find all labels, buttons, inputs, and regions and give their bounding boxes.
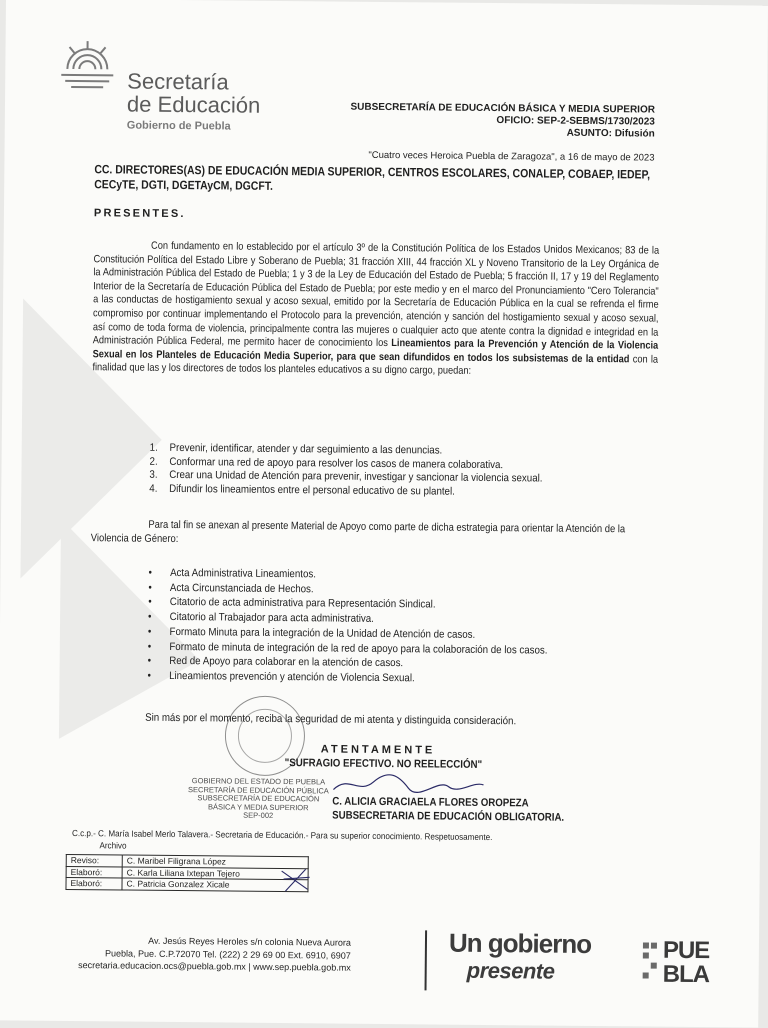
- list-item: 3. Crear una Unidad de Atención para prevenir, investigar y sancionar la violencia sexual.: [149, 469, 542, 486]
- puebla-logo-icon: PUE BLA: [641, 934, 718, 991]
- list-item: 2. Conformar una red de apoyo para resolver los casos de manera colaborativa.: [150, 455, 543, 472]
- signer-name: C. ALICIA GRACIAELA FLORES OROPEZA: [332, 795, 564, 811]
- atentamente-label: ATENTAMENTE: [321, 743, 436, 756]
- institution-stamp: GOBIERNO DEL ESTADO DE PUEBLA SECRETARÍA DE EDUCACIÓN PÚBLICA SUBSECRETARÍA DE EDUCACIÓN BÁSICA Y MEDIA SUPERIOR SEP-002: [178, 777, 338, 821]
- review-table: [65, 854, 308, 892]
- sufragio-motto: "SUFRAGIO EFECTIVO. NO REELECCIÓN": [285, 757, 483, 771]
- signer-title: SUBSECRETARIA DE EDUCACIÓN OBLIGATORIA.: [332, 809, 564, 825]
- subsecretaria-label: SUBSECRETARÍA DE EDUCACIÓN BÁSICA Y MEDIA SUPERIOR: [345, 102, 655, 117]
- list-item: 1. Prevenir, identificar, atender y dar seguimiento a las denuncias.: [150, 442, 543, 459]
- table-row: Elaboró: C. Patricia Gonzalez Xicale: [66, 877, 308, 891]
- list-item: • Citatorio de acta administrativa para Representación Sindical.: [148, 595, 548, 614]
- annex-intro: Para tal fin se anexan al presente Material de Apoyo como parte de dicha estrategia para orientar la Atención de la Violencia de Género:: [91, 517, 657, 550]
- slogan-line1: Un gobierno: [449, 928, 591, 960]
- footer-address: Av. Jesús Reyes Heroles s/n colonia Nueva Aurora Puebla, Pue. C.P.72070 Tel. (222) 2 29 69 00 Ext. 6910, 6907 secretaria.educacion.ocs@puebla.gob.mx | www.sep.puebla.gob.mx: [57, 934, 351, 974]
- signer-block: [332, 795, 564, 825]
- list-item: • Formato Minuta para la integración de la Unidad de Atención de casos.: [148, 625, 548, 644]
- list-item: 4. Difundir los lineamientos entre el personal educativo de su plantel.: [149, 482, 542, 499]
- recipient: CC. DIRECTORES(AS) DE EDUCACIÓN MEDIA SUPERIOR, CENTROS ESCOLARES, CONALEP, COBAEP, IEDEP, CECyTE, DGTI, DGETAyCM, DGCFT.: [94, 162, 677, 198]
- body-bold-span: Lineamientos para la Prevención y Atención de la Violencia Sexual en los Planteles de Educación Media Superior, para que sean difundidos en todos los subsistemas de la entidad: [93, 337, 659, 365]
- list-item: • Red de Apoyo para colaborar en la atención de casos.: [148, 654, 548, 673]
- list-item: • Lineamientos prevención y atención de Violencia Sexual.: [147, 669, 547, 688]
- initials-mark-icon: [277, 865, 313, 893]
- numbered-list: [149, 442, 543, 500]
- list-item: • Formato de minuta de integración de la red de apoyo para la colaboración de los casos.: [148, 639, 548, 658]
- place-date: "Cuatro veces Heroica Puebla de Zaragoza", a 16 de mayo de 2023: [324, 149, 654, 163]
- bullet-list: [147, 566, 548, 687]
- body-paragraph: Con fundamento en lo establecido por el artículo 3º de la Constitución Política de los Estados Unidos Mexicanos; 83 de la Constitución Política del Estado Libre y Soberano de Puebla; 31 fracción XIII, 44 fracción XL y Noveno Transitorio de la Ley Orgánica de la Administración Pública del Estado de Puebla; 1 y 3 de la Ley de Educación del Estado de Puebla; 5 fracción II, 17 y 19 del Reglamento Interior de la Secretaría de Educación Pública del Estado de Puebla; por este medio y en el marco del Pronunciamiento "Cero Tolerancia" a las conductas de hostigamiento sexual y acoso sexual, emitido por la Secretaría de Educación Pública en la cual se refrenda el firme compromiso por continuar implementando el Protocolo para la prevención, atención y sanción del hostigamiento sexual y acoso sexual, así como de toda forma de violencia, principalmente contra las mujeres o cualquier acto que atente contra la dignidad e integridad en la Administración Pública Federal, me permito hacer de conocimiento los Lineamientos para la Prevención y Atención de la Violencia Sexual en los Planteles de Educación Media Superior, para que sean difundidos en todos los subsistemas de la entidad con la finalidad que las y los directores de todos los planteles educativos a su digno cargo, puedan:: [92, 239, 659, 380]
- list-item: • Acta Administrativa Lineamientos.: [148, 566, 548, 585]
- list-item: • Citatorio al Trabajador para acta administrativa.: [148, 610, 548, 629]
- sun-rays-logo-icon: [57, 39, 117, 92]
- office-header: [345, 102, 655, 141]
- slogan-line2: presente: [467, 958, 555, 985]
- asunto-label: ASUNTO: Difusión: [345, 126, 655, 141]
- logo-subtitle: Gobierno de Puebla: [127, 120, 231, 133]
- oficio-number: OFICIO: SEP-2-SEBMS/1730/2023: [345, 114, 655, 129]
- list-item: • Acta Circunstanciada de Hechos.: [148, 580, 548, 599]
- logo-title: Secretaría de Educación: [127, 70, 261, 117]
- table-row: Elaboró: C. Karla Liliana Ixtepan Tejero: [66, 866, 308, 880]
- copy-to: C.c.p.- C. María Isabel Merlo Talavera.- Secretaria de Educación.- Para su superior conocimiento. Respetuosamente. Archivo: [72, 827, 493, 855]
- footer-divider: [425, 930, 427, 990]
- closing-line: Sin más por el momento, reciba la seguridad de mi atenta y distinguida consideración.: [145, 712, 516, 728]
- presentes-label: PRESENTES.: [94, 207, 186, 220]
- table-row: Reviso: C. Maribel Filigrana López: [66, 854, 308, 868]
